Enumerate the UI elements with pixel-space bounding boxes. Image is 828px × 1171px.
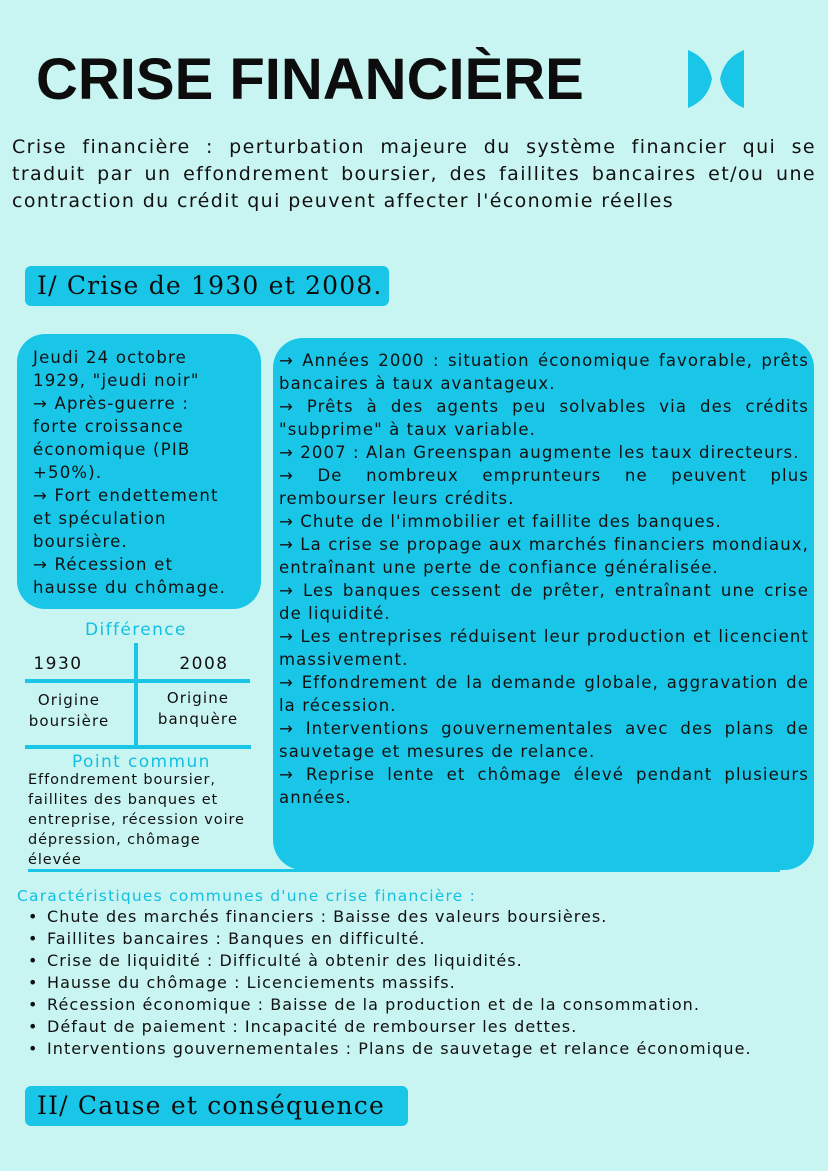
list-item: → Les banques cessent de prêter, entraînant une crise de liquidité.: [279, 581, 809, 623]
section-underline: [28, 869, 780, 872]
table-divider-vertical: [134, 643, 138, 747]
list-item: → Chute de l'immobilier et faillite des banques.: [279, 512, 722, 531]
section-2-heading: II/ Cause et conséquence: [25, 1086, 408, 1126]
text-line: et spéculation: [33, 509, 167, 528]
section-1-heading: I/ Crise de 1930 et 2008.: [25, 266, 389, 306]
list-item: • Défaut de paiement : Incapacité de rembourser les dettes.: [28, 1016, 818, 1038]
table-divider-horizontal: [25, 679, 250, 683]
origin-line: Origine: [37, 691, 101, 709]
list-item: • Crise de liquidité : Difficulté à obtenir des liquidités.: [28, 950, 818, 972]
crisis-2008-list: [279, 349, 809, 809]
text-line: économique (PIB: [33, 440, 191, 459]
year-2008: 2008: [179, 654, 229, 674]
list-item: • Hausse du chômage : Licenciements massifs.: [28, 972, 818, 994]
list-item: → 2007 : Alan Greenspan augmente les taux directeurs.: [279, 443, 800, 462]
origin-line: Origine: [166, 689, 230, 707]
crisis-1929-text: [33, 346, 255, 599]
list-item: → Reprise lente et chômage élevé pendant plusieurs années.: [279, 765, 809, 807]
list-item: → La crise se propage aux marchés financiers mondiaux, entraînant une perte de confiance généralisée.: [279, 535, 809, 577]
origin-line: banquère: [157, 710, 239, 728]
text-line: dépression, chômage: [28, 832, 201, 848]
stylized-h-logo-icon: [686, 50, 746, 108]
characteristics-list: [28, 906, 818, 1060]
list-item: • Chute des marchés financiers : Baisse des valeurs boursières.: [28, 906, 818, 928]
text-line: entreprise, récession voire: [28, 812, 245, 828]
list-item: → Années 2000 : situation économique favorable, prêts bancaires à taux avantageux.: [279, 351, 809, 393]
list-item: → Interventions gouvernementales avec des plans de sauvetage et mesures de relance.: [279, 719, 809, 761]
difference-label: Différence: [85, 620, 187, 640]
text-line: faillites des banques et: [28, 792, 219, 808]
text-line: +50%).: [33, 463, 103, 482]
text-line: élevée: [28, 852, 82, 868]
text-line: forte croissance: [33, 417, 184, 436]
text-line: 1929, "jeudi noir": [33, 371, 200, 390]
table-divider-bottom: [25, 745, 251, 749]
text-line: Jeudi 24 octobre: [33, 348, 187, 367]
list-item: → Prêts à des agents peu solvables via des crédits "subprime" à taux variable.: [279, 397, 809, 439]
origin-line: boursière: [28, 712, 110, 730]
list-item: • Faillites bancaires : Banques en difficulté.: [28, 928, 818, 950]
text-line: hausse du chômage.: [33, 578, 227, 597]
intro-definition: Crise financière : perturbation majeure du système financier qui se traduit par un effondrement boursier, des faillites bancaires et/ou une contraction du crédit qui peuvent affecter l'économie réelles: [12, 136, 816, 212]
origin-1930: [17, 690, 121, 732]
page-title: CRISE FINANCIÈRE: [36, 47, 584, 112]
text-line: → Récession et: [33, 555, 174, 574]
list-item: • Récession économique : Baisse de la production et de la consommation.: [28, 994, 818, 1016]
characteristics-title: Caractéristiques communes d'une crise financière :: [17, 887, 476, 905]
text-line: Effondrement boursier,: [28, 772, 216, 788]
origin-2008: [146, 688, 250, 730]
text-line: → Après-guerre :: [33, 394, 190, 413]
point-commun-label: Point commun: [72, 752, 211, 772]
text-line: boursière.: [33, 532, 128, 551]
list-item: → Effondrement de la demande globale, aggravation de la récession.: [279, 673, 809, 715]
text-line: → Fort endettement: [33, 486, 219, 505]
point-commun-text: [28, 770, 274, 870]
list-item: → Les entreprises réduisent leur production et licencient massivement.: [279, 627, 809, 669]
list-item: → De nombreux emprunteurs ne peuvent plus rembourser leurs crédits.: [279, 466, 809, 508]
year-1930: 1930: [33, 654, 83, 674]
list-item: • Interventions gouvernementales : Plans de sauvetage et relance économique.: [28, 1038, 818, 1060]
